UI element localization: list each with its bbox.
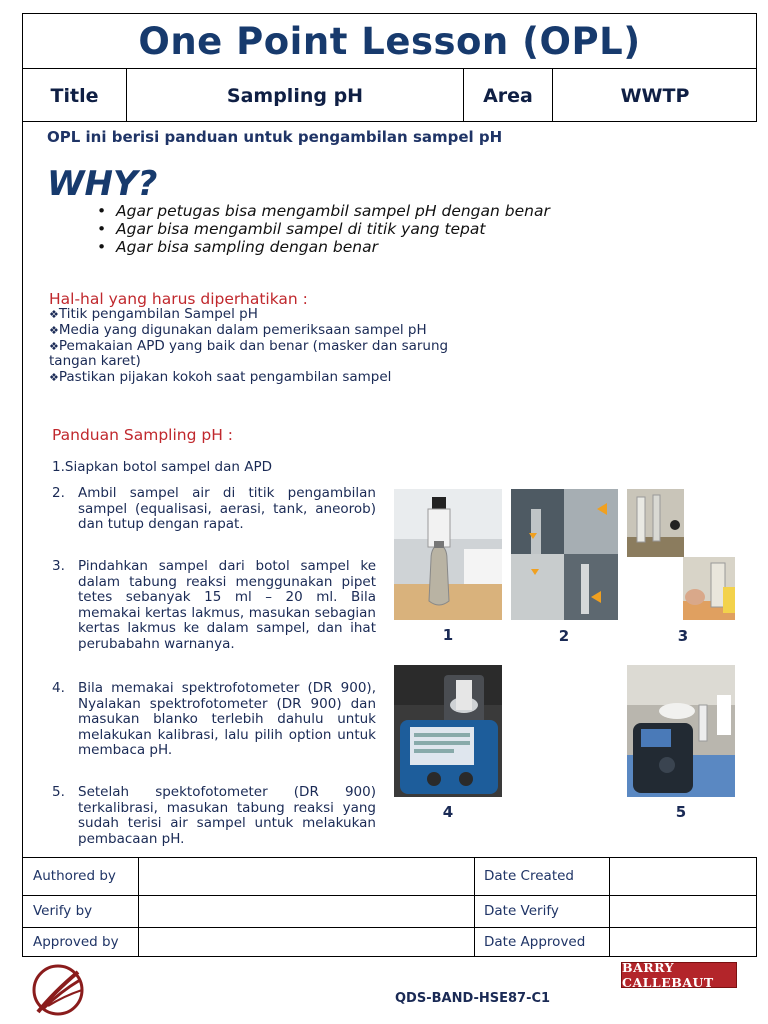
- photo-label-3: 3: [677, 627, 689, 645]
- photo-spectrophotometer-calibration: [394, 665, 502, 797]
- bullet-dot-icon: •: [97, 220, 107, 238]
- divider: [609, 858, 610, 956]
- brand-logo: BARRY CALLEBAUT: [621, 962, 737, 988]
- intro-text: OPL ini berisi panduan untuk pengambilan sampel pH: [47, 128, 503, 146]
- photo-sample-bottle: [394, 489, 502, 620]
- step-text: Bila memakai spektrofotometer (DR 900), Nyalakan spektrofotometer (DR 900) dan masukan blanko terlebih dahulu untuk melakukan kalibrasi, lalu pilih option untuk membaca pH.: [78, 680, 376, 759]
- photo-label-5: 5: [675, 803, 687, 821]
- date-created-label: Date Created: [484, 868, 574, 884]
- verify-by-label: Verify by: [33, 903, 93, 919]
- diamond-bullet-icon: ❖: [49, 371, 59, 384]
- area-label: Area: [483, 84, 533, 107]
- step-2: [52, 486, 376, 533]
- step-5: [52, 785, 376, 847]
- step-number: 3.: [52, 558, 65, 574]
- step-4: [52, 681, 376, 759]
- divider: [474, 858, 475, 956]
- date-approved-label: Date Approved: [484, 934, 586, 950]
- guide-heading: Panduan Sampling pH :: [52, 426, 234, 444]
- title-label: Title: [50, 84, 99, 107]
- note-item-continued: tangan karet): [49, 353, 141, 369]
- company-emblem-logo: [30, 962, 86, 1018]
- why-bullet: • Agar bisa sampling dengan benar: [97, 238, 378, 256]
- authored-by-label: Authored by: [33, 868, 116, 884]
- diamond-bullet-icon: ❖: [49, 324, 59, 337]
- bullet-dot-icon: •: [97, 202, 107, 220]
- notes-heading: Hal-hal yang harus diperhatikan :: [49, 290, 308, 308]
- photo-label-2: 2: [558, 627, 570, 645]
- photo-label-1: 1: [442, 626, 454, 644]
- diamond-bullet-icon: ❖: [49, 340, 59, 353]
- frame-border: [22, 122, 23, 857]
- header-table: [22, 13, 757, 122]
- note-item: ❖Titik pengambilan Sampel pH: [49, 306, 258, 322]
- document-id: QDS-BAND-HSE87-C1: [395, 991, 551, 1006]
- step-number: 4.: [52, 680, 65, 696]
- step-3: [52, 559, 376, 653]
- why-bullet: • Agar petugas bisa mengambil sampel pH dengan benar: [97, 202, 550, 220]
- divider: [23, 895, 756, 896]
- photo-test-tube: [627, 489, 684, 557]
- area-value: WWTP: [620, 84, 690, 107]
- why-heading: WHY?: [47, 164, 158, 204]
- photo-sampling-point: [511, 489, 618, 620]
- step-number: 5.: [52, 784, 65, 800]
- photo-spectrophotometer-reading: [627, 665, 735, 797]
- photo-pipette-transfer: [683, 557, 735, 620]
- divider: [138, 858, 139, 956]
- bullet-dot-icon: •: [97, 238, 107, 256]
- approved-by-label: Approved by: [33, 934, 119, 950]
- step-text: Pindahkan sampel dari botol sampel ke dalam tabung reaksi menggunakan pipet tetes sebanyak 15 ml – 20 ml. Bila memakai kertas lakmus, masukan sebagian kertas lakmus ke dalam sampel, dan ihat perubabahn warnanya.: [78, 558, 376, 652]
- photo-label-4: 4: [442, 803, 454, 821]
- date-verify-label: Date Verify: [484, 903, 559, 919]
- note-item: ❖Pemakaian APD yang baik dan benar (masker dan sarung: [49, 338, 449, 354]
- why-bullet: • Agar bisa mengambil sampel di titik yang tepat: [97, 220, 486, 238]
- note-item: ❖Media yang digunakan dalam pemeriksaan sampel pH: [49, 322, 427, 338]
- title-value: Sampling pH: [226, 84, 364, 107]
- step-text: Ambil sampel air di titik pengambilan sampel (equalisasi, aerasi, tank, aneorob) dan tutup dengan rapat.: [78, 485, 376, 533]
- page-title: One Point Lesson (OPL): [23, 14, 756, 69]
- signoff-table: [22, 857, 757, 957]
- diamond-bullet-icon: ❖: [49, 308, 59, 321]
- note-item: ❖Pastikan pijakan kokoh saat pengambilan sampel: [49, 369, 392, 385]
- divider: [23, 927, 756, 928]
- step-text: Setelah spektofotometer (DR 900) terkalibrasi, masukan tabung reaksi yang sudah terisi air sampel untuk melakukan pembacaan pH.: [78, 784, 376, 847]
- step-number: 2.: [52, 485, 65, 501]
- step-1: 1.Siapkan botol sampel dan APD: [52, 459, 273, 475]
